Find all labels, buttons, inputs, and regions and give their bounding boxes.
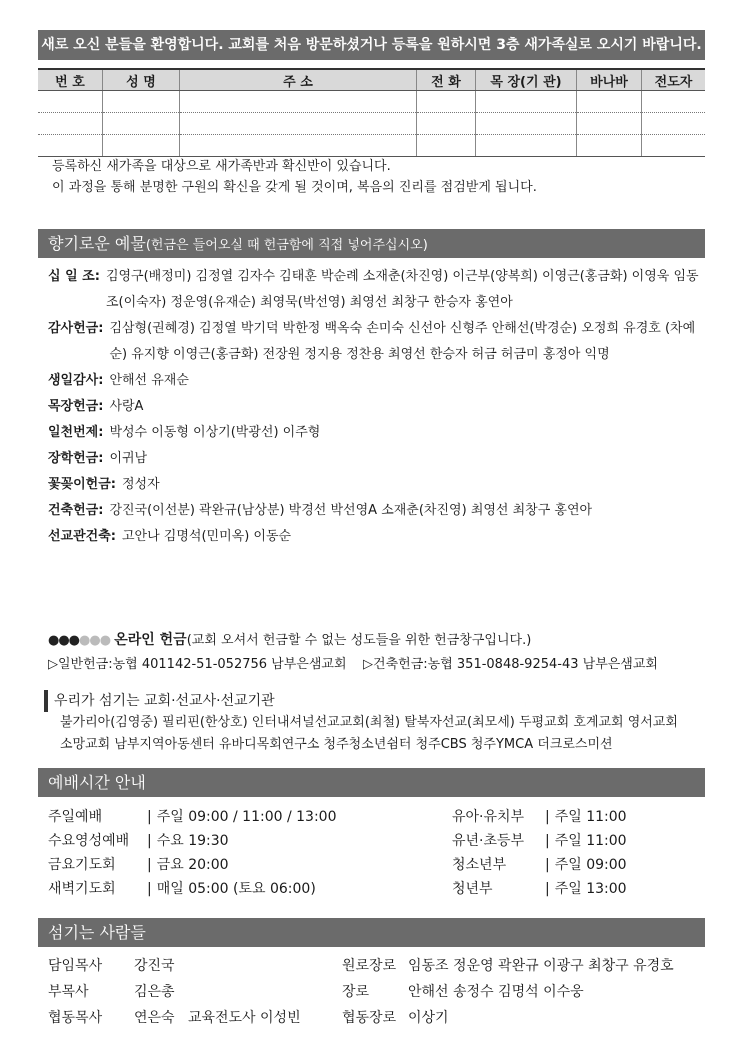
schedule-row: 청소년부 | 주일 09:00: [452, 853, 627, 877]
col-barnabas: 바나바: [577, 69, 642, 91]
serving-section: [44, 690, 700, 756]
staff-row: [48, 979, 301, 1005]
schedule-row: 수요영성예배 | 수요 19:30: [48, 829, 337, 853]
service-time: 매일 05:00 (토요 06:00): [156, 881, 316, 897]
staff-names: 이상기: [408, 1010, 449, 1026]
offering-label: 목장헌금:: [48, 399, 104, 414]
offering-list: [48, 264, 708, 550]
worship-header: [38, 768, 705, 797]
col-address: 주 소: [180, 69, 417, 91]
dept-time: 주일 11:00: [554, 809, 627, 825]
staff-extra-names: 이성빈: [260, 1010, 301, 1026]
offering-label: 감사헌금:: [48, 321, 104, 336]
offering-row-cell: [48, 394, 708, 420]
offering-row-scholarship: [48, 446, 708, 472]
online-offering-description: (교회 오셔서 헌금할 수 없는 성도들을 위한 헌금창구입니다.): [186, 633, 532, 648]
table-row[interactable]: [38, 135, 705, 157]
staff-names: 연은숙: [134, 1010, 175, 1026]
offering-row-thousand: [48, 420, 708, 446]
staff-role: 협동목사: [48, 1010, 103, 1026]
staff-title: 섬기는 사람들: [48, 923, 146, 942]
schedule-row: 새벽기도회 | 매일 05:00 (토요 06:00): [48, 877, 337, 901]
offering-row-flower: [48, 472, 708, 498]
offering-names: 김영구(배정미) 김정열 김자수 김태훈 박순례 소재춘(차진영) 이근부(양복희) 이영근(홍금화) 이영욱 임동조(이숙자) 정운영(유재순) 최영묵(박선영) 최영선 최창구 한승자 홍연아: [105, 269, 699, 310]
service-name: 주일예배: [48, 809, 103, 825]
col-evangelist: 전도자: [642, 69, 706, 91]
schedule-row: 주일예배 | 주일 09:00 / 11:00 / 13:00: [48, 805, 337, 829]
worship-title: 예배시간 안내: [48, 773, 146, 792]
dept-time: 주일 11:00: [554, 833, 627, 849]
dept-name: 청년부: [452, 881, 493, 897]
worship-schedule-right: [452, 805, 627, 901]
offering-subtitle: (헌금은 들어오실 때 헌금함에 직접 넣어주십시오): [145, 238, 428, 253]
staff-right: [342, 953, 674, 1031]
offering-label: 꽃꽂이헌금:: [48, 477, 116, 492]
service-time: 금요 20:00: [156, 857, 229, 873]
registration-table: [38, 68, 705, 157]
staff-role: 부목사: [48, 984, 89, 1000]
service-name: 새벽기도회: [48, 881, 116, 897]
offering-names: 안해선 유재순: [109, 373, 189, 388]
schedule-row: 유년·초등부 | 주일 11:00: [452, 829, 627, 853]
staff-role: 원로장로: [342, 958, 397, 974]
staff-role: 장로: [342, 984, 370, 1000]
col-phone: 전 화: [417, 69, 476, 91]
progress-dots-icon: ●●●●●●: [48, 633, 111, 648]
service-name: 수요영성예배: [48, 833, 130, 849]
online-offering-accounts: [48, 653, 658, 677]
staff-header: [38, 918, 705, 947]
staff-role: 담임목사: [48, 958, 103, 974]
offering-row-tithe: [48, 264, 708, 316]
offering-names: 강진국(이선분) 곽완규(남상분) 박경선 박선영A 소재춘(차진영) 최영선 최창구 홍연아: [109, 503, 593, 518]
offering-row-building: [48, 498, 708, 524]
dept-time: 주일 13:00: [554, 881, 627, 897]
offering-label: 장학헌금:: [48, 451, 104, 466]
worship-schedule-left: [48, 805, 337, 901]
offering-label: 일천번제:: [48, 425, 104, 440]
offering-row-mission-building: [48, 524, 708, 550]
offering-header: [38, 229, 705, 258]
offering-names: 이귀남: [109, 451, 148, 466]
staff-row: [48, 953, 301, 979]
table-row[interactable]: [38, 91, 705, 113]
staff-extra-role: 교육전도사: [187, 1010, 256, 1026]
serving-title: 우리가 섬기는 교회·선교사·선교기관: [44, 690, 700, 712]
offering-names: 김삼형(권혜경) 김정열 박기덕 박한정 백옥숙 손미숙 신선아 신형주 안해선(박경순) 오정희 유경호 (차예순) 유지향 이영근(홍금화) 전장원 정지용 정찬용 최영선 한승자 허금 허금미 홍정아 익명: [109, 321, 696, 362]
service-time: 수요 19:30: [156, 833, 229, 849]
notice-line: 이 과정을 통해 분명한 구원의 확신을 갖게 될 것이며, 복음의 진리를 점검받게 됩니다.: [52, 180, 537, 195]
staff-row: [48, 1005, 301, 1031]
schedule-row: 금요기도회 | 금요 20:00: [48, 853, 337, 877]
offering-label: 선교관건축:: [48, 529, 116, 544]
staff-names: 안해선 송정수 김명석 이수웅: [408, 984, 584, 1000]
online-offering-heading: [48, 628, 658, 653]
offering-label: 십 일 조:: [48, 269, 100, 284]
dept-name: 유년·초등부: [452, 833, 525, 849]
dept-name: 유아·유치부: [452, 809, 525, 825]
offering-label: 생일감사:: [48, 373, 104, 388]
dept-name: 청소년부: [452, 857, 507, 873]
col-group: 목 장(기 관): [476, 69, 577, 91]
staff-row: [342, 953, 674, 979]
col-name: 성 명: [103, 69, 180, 91]
offering-names: 박성수 이동형 이상기(박광선) 이주형: [109, 425, 321, 440]
offering-label: 건축헌금:: [48, 503, 104, 518]
staff-names: 임동조 정운영 곽완규 이광구 최창구 유경호: [408, 958, 674, 974]
service-time: 주일 09:00 / 11:00 / 13:00: [156, 809, 337, 825]
table-row[interactable]: [38, 113, 705, 135]
staff-left: [48, 953, 301, 1031]
welcome-banner: 새로 오신 분들을 환영합니다. 교회를 처음 방문하셨거나 등록을 원하시면 3층 새가족실로 오시기 바랍니다.: [38, 30, 705, 60]
offering-names: 고안나 김명석(민미옥) 이동순: [122, 529, 292, 544]
staff-row: [342, 1005, 674, 1031]
general-account: ▷일반헌금:농협 401142-51-052756 남부은샘교회: [48, 657, 347, 672]
online-offering: [48, 628, 658, 677]
building-account: ▷건축헌금:농협 351-0848-9254-43 남부은샘교회: [363, 657, 658, 672]
schedule-row: 청년부 | 주일 13:00: [452, 877, 627, 901]
offering-row-birthday: [48, 368, 708, 394]
serving-line: 소망교회 남부지역아동센터 유바디목회연구소 청주청소년쉼터 청주CBS 청주YMCA 더크로스미션: [60, 737, 613, 752]
notice: [52, 156, 537, 198]
offering-names: 사랑A: [109, 399, 144, 414]
dept-time: 주일 09:00: [554, 857, 627, 873]
staff-row: [342, 979, 674, 1005]
serving-line: 불가리아(김영중) 필리핀(한상호) 인터내셔널선교교회(최철) 탈북자선교(최모세) 두평교회 호계교회 영서교회: [60, 715, 678, 730]
col-number: 번 호: [38, 69, 103, 91]
staff-names: 김은총: [134, 984, 175, 1000]
staff-names: 강진국: [134, 958, 175, 974]
online-offering-title: 온라인 헌금: [114, 632, 187, 648]
offering-names: 정성자: [122, 477, 160, 492]
offering-title: 향기로운 예물: [48, 234, 146, 253]
offering-row-thanks: [48, 316, 708, 368]
service-name: 금요기도회: [48, 857, 116, 873]
schedule-row: 유아·유치부 | 주일 11:00: [452, 805, 627, 829]
notice-line: 등록하신 새가족을 대상으로 새가족반과 확신반이 있습니다.: [52, 159, 391, 174]
staff-role: 협동장로: [342, 1010, 397, 1026]
